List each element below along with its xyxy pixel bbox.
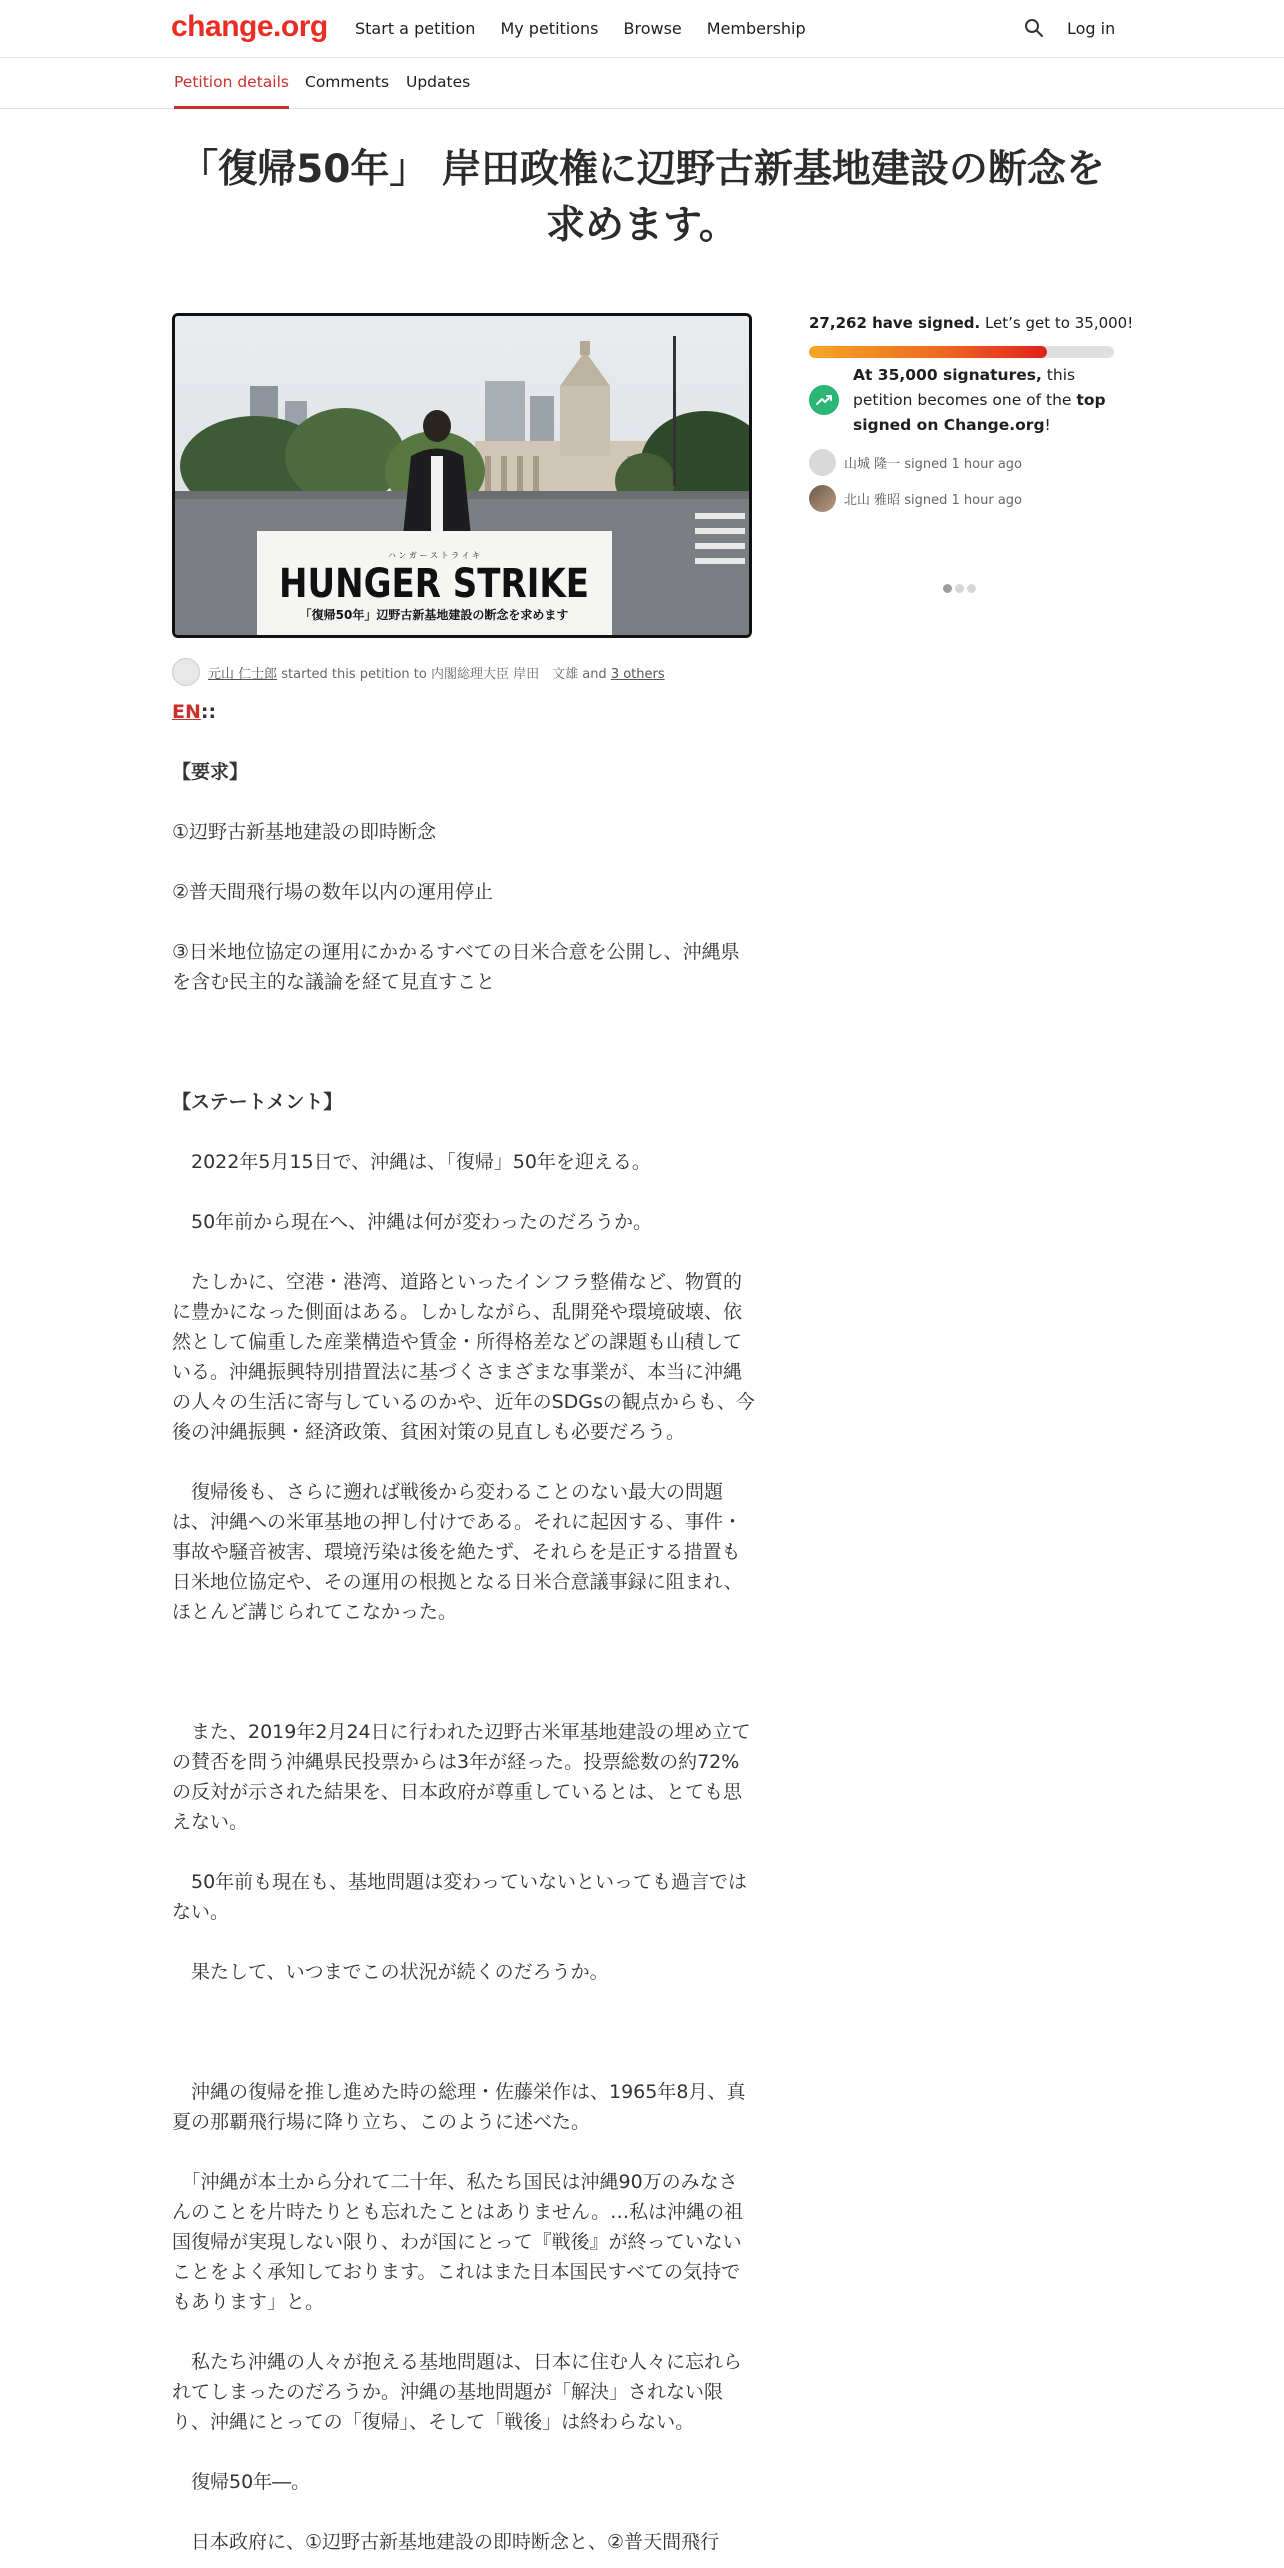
petition-title: 「復帰50年」 岸田政権に辺野古新基地建設の断念を求めます。 — [179, 147, 1105, 248]
statement-paragraph: 50年前も現在も、基地問題は変わっていないといっても過言ではない。 — [172, 1871, 747, 1923]
statement-heading: 【ステートメント】 — [172, 1091, 343, 1113]
carousel-dot[interactable] — [967, 584, 976, 593]
avatar — [809, 485, 836, 512]
change-org-logo[interactable]: change.org — [171, 10, 328, 43]
demand-item-3: ③日米地位協定の運用にかかるすべての日米合意を公開し、沖縄県を含む民主的な議論を経て見直すこと — [172, 941, 740, 993]
milestone-text: this petition becomes one of the — [853, 366, 1077, 409]
milestone-top-signed: top signed on Change.org — [853, 391, 1106, 434]
signature-count — [809, 314, 1133, 332]
signer-time: signed 1 hour ago — [900, 457, 1023, 472]
demand-item-2: ②普天間飛行場の数年以内の運用停止 — [172, 881, 494, 903]
nav-start-petition[interactable]: Start a petition — [355, 19, 476, 38]
demand-heading: 【要求】 — [172, 761, 249, 783]
petition-body — [172, 697, 756, 2557]
starter-text: started this petition to 内閣総理大臣 岸田 文雄 and — [277, 666, 611, 682]
statement-paragraph: 復帰50年―。 — [172, 2471, 311, 2493]
carousel-dots[interactable] — [943, 584, 976, 593]
petition-starter — [172, 658, 665, 686]
statement-paragraph: たしかに、空港・港湾、道路といったインフラ整備など、物質的に豊かになった側面はある。しかしながら、乱開発や環境破壊、依然として偏重した産業構造や賃金・所得格差などの課題も山積している。沖縄振興特別措置法に基づくさまざまな事業が、本当に沖縄の人々の生活に寄与しているのかや、近年のSDGsの観点からも、今後の沖縄振興・経済政策、貧困対策の見直しも必要だろう。 — [172, 1271, 755, 1443]
statement-paragraph: 「沖縄が本土から分れて二十年、私たち国民は沖縄90万のみなさんのことを片時たりとも忘れたことはありません。…私は沖縄の祖国復帰が実現しない限り、わが国にとって『戦後』が終っていないことをよく承知しております。これはまた日本国民すべての気持でもあります」と。 — [172, 2171, 744, 2313]
signer-name: 北山 雅昭 — [844, 493, 901, 508]
signature-goal: Let’s get to 35,000! — [980, 314, 1134, 332]
login-link[interactable]: Log in — [1067, 19, 1116, 38]
demand-item-1: ①辺野古新基地建設の即時断念 — [172, 821, 437, 843]
petition-hero-image[interactable] — [172, 313, 752, 638]
others-link[interactable]: 3 others — [610, 666, 665, 682]
nav-membership[interactable]: Membership — [706, 19, 806, 38]
nav-my-petitions[interactable]: My petitions — [500, 19, 599, 38]
recent-signer — [809, 449, 1022, 476]
nav-links — [355, 19, 806, 38]
starter-name-link[interactable]: 元山 仁士郎 — [208, 666, 278, 682]
signature-count-number: 27,262 have signed. — [809, 314, 981, 332]
tab-petition-details[interactable]: Petition details — [174, 73, 289, 109]
banner-ruby-text: ハ ン ガ ー ス ト ラ イ キ — [387, 551, 481, 560]
banner-sub-text: 「復帰50年」辺野古新基地建設の断念を求めます — [299, 608, 569, 622]
statement-paragraph: 沖縄の復帰を推し進めた時の総理・佐藤栄作は、1965年8月、真夏の那覇飛行場に降り立ち、このように述べた。 — [172, 2081, 746, 2133]
signature-progress-fill — [809, 346, 1047, 358]
en-suffix: :: — [200, 701, 217, 723]
top-nav — [0, 0, 1284, 58]
signer-name: 山城 隆一 — [844, 457, 901, 472]
carousel-dot[interactable] — [955, 584, 964, 593]
statement-paragraph: 50年前から現在へ、沖縄は何が変わったのだろうか。 — [172, 1211, 652, 1233]
signature-progress-bar — [809, 346, 1114, 358]
statement-paragraph: 私たち沖縄の人々が抱える基地問題は、日本に住む人々に忘れられてしまったのだろうか。沖縄の基地問題が「解決」されない限り、沖縄にとっての「復帰」、そして「戦後」は終わらない。 — [172, 2351, 743, 2433]
banner-main-text: HUNGER STRIKE — [279, 561, 589, 607]
search-icon[interactable] — [1024, 18, 1044, 38]
milestone-message — [853, 363, 1118, 438]
nav-browse[interactable]: Browse — [623, 19, 682, 38]
statement-paragraph: 果たして、いつまでこの状況が続くのだろうか。 — [172, 1961, 609, 1983]
statement-paragraph: また、2019年2月24日に行われた辺野古米軍基地建設の埋め立ての賛否を問う沖縄県民投票からは3年が経った。投票総数の約72%の反対が示された結果を、日本政府が尊重しているとは、とても思えない。 — [172, 1721, 751, 1833]
milestone-end: ! — [1044, 416, 1051, 434]
trending-up-icon — [809, 385, 839, 415]
milestone-threshold: At 35,000 signatures, — [853, 366, 1042, 384]
signer-time: signed 1 hour ago — [900, 493, 1023, 508]
english-link[interactable]: EN — [172, 701, 201, 723]
statement-paragraph: 復帰後も、さらに遡れば戦後から変わることのない最大の問題は、沖縄への米軍基地の押し付けである。それに起因する、事件・事故や騒音被害、環境汚染は後を絶たず、それらを是正する措置も日米地位協定や、その運用の根拠となる日米合意議事録に阻まれ、ほとんど講じられてこなかった。 — [172, 1481, 743, 1623]
tab-comments[interactable]: Comments — [305, 73, 390, 91]
tab-updates[interactable]: Updates — [406, 73, 471, 91]
recent-signer — [809, 485, 1022, 512]
avatar[interactable] — [172, 658, 200, 686]
avatar — [809, 449, 836, 476]
statement-paragraph: 日本政府に、①辺野古新基地建設の即時断念と、②普天間飛行 — [172, 2531, 720, 2553]
statement-paragraph: 2022年5月15日で、沖縄は、「復帰」50年を迎える。 — [172, 1151, 651, 1173]
petition-tabs — [0, 59, 1284, 109]
carousel-dot[interactable] — [943, 584, 952, 593]
